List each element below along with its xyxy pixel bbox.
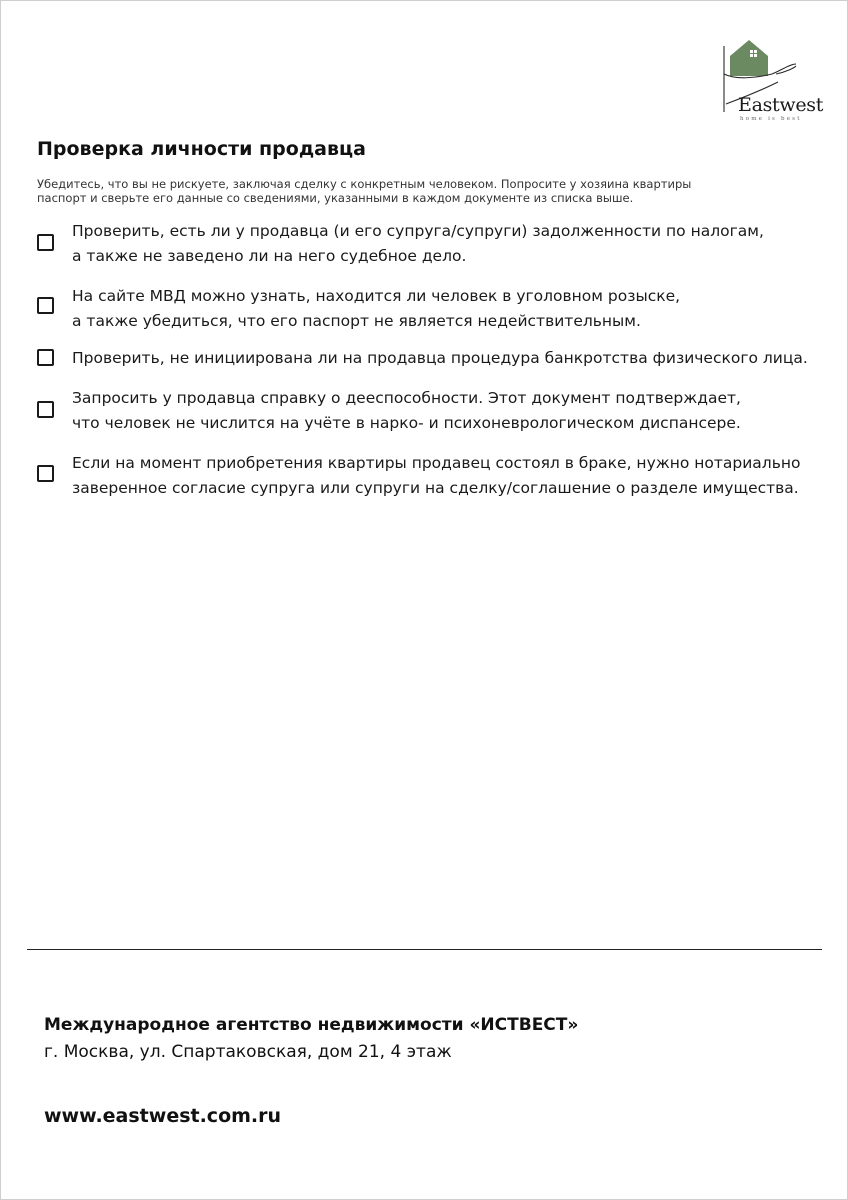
checklist-line: На сайте МВД можно узнать, находится ли человек в уголовном розыске, [72, 287, 681, 305]
section-intro [37, 178, 737, 205]
agency-name: Международное агентство недвижимости «ИСТВЕСТ» [44, 1015, 579, 1035]
checkbox[interactable] [37, 465, 54, 482]
checklist-item-text [72, 346, 832, 371]
brand-name: Eastwest [738, 94, 824, 116]
checkbox[interactable] [37, 297, 54, 314]
checkbox[interactable] [37, 349, 54, 366]
intro-line: паспорт и сверьте его данные со сведениями, указанными в каждом документе из списка выше. [37, 190, 634, 205]
checklist-line: а также не заведено ли на него судебное дело. [72, 247, 467, 265]
checklist-line: Если на момент приобретения квартиры продавец состоял в браке, нужно нотариально [72, 454, 801, 472]
checklist-line: что человек не числится на учёте в нарко- и психоневрологическом диспансере. [72, 414, 741, 432]
eastwest-logo [716, 34, 822, 126]
intro-line: Убедитесь, что вы не рискуете, заключая сделку с конкретным человеком. Попросите у хозяина квартиры [37, 177, 692, 191]
checklist-item-text [72, 219, 832, 269]
agency-address: г. Москва, ул. Спартаковская, дом 21, 4 этаж [44, 1042, 452, 1062]
checklist-item-text [72, 451, 832, 501]
checkbox[interactable] [37, 234, 54, 251]
checklist-line: Проверить, есть ли у продавца (и его супруга/супруги) задолженности по налогам, [72, 222, 764, 240]
checklist-line: заверенное согласие супруга или супруги на сделку/соглашение о разделе имущества. [72, 479, 799, 497]
checkbox[interactable] [37, 401, 54, 418]
checklist-item-text [72, 386, 832, 436]
footer-divider [27, 949, 822, 950]
website-link[interactable]: www.eastwest.com.ru [44, 1105, 282, 1127]
brand-tagline: home is best [740, 116, 802, 122]
checklist-line: а также убедиться, что его паспорт не является недействительным. [72, 312, 641, 330]
checklist-item-text [72, 284, 832, 334]
checklist-line: Запросить у продавца справку о дееспособности. Этот документ подтверждает, [72, 389, 741, 407]
section-title: Проверка личности продавца [37, 138, 366, 160]
checklist-line: Проверить, не инициирована ли на продавца процедура банкротства физического лица. [72, 349, 808, 367]
